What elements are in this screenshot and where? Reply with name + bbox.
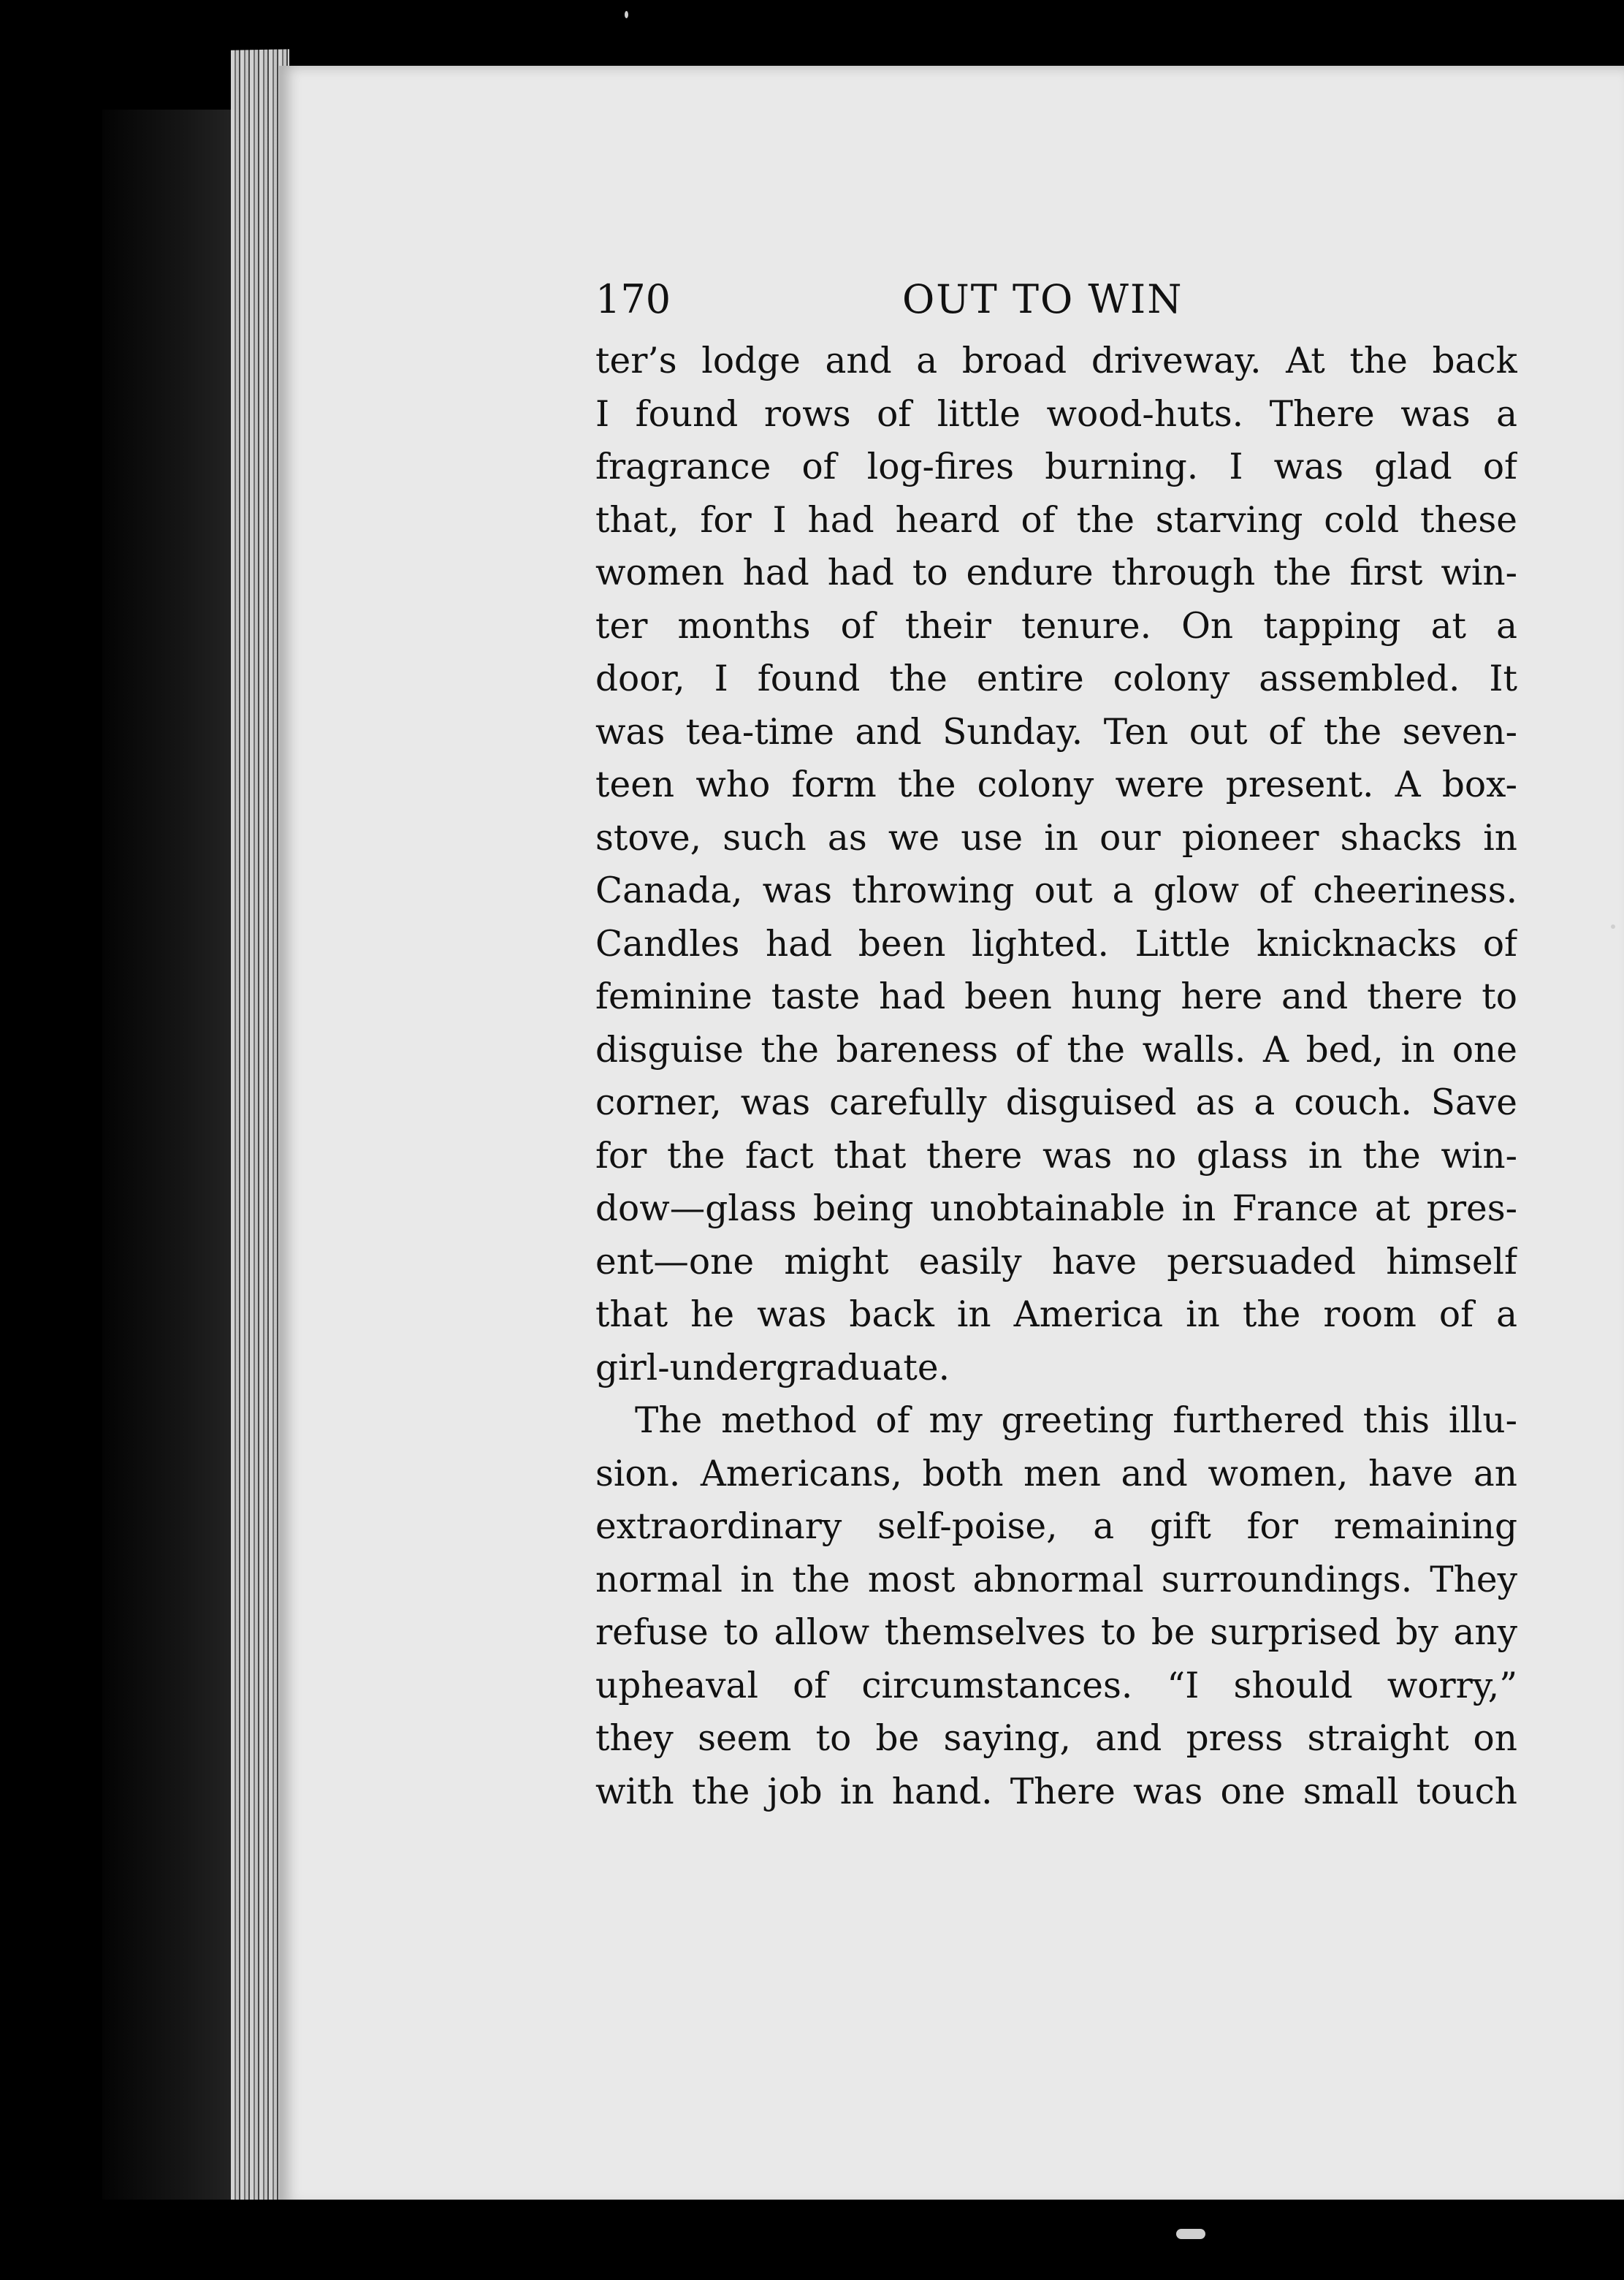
text-line: that he was back in America in the room of a xyxy=(595,1294,1517,1335)
page-header xyxy=(595,270,1517,329)
text-line: Canada, was throwing out a glow of cheeriness. xyxy=(595,870,1517,911)
text-line: feminine taste had been hung here and there to xyxy=(595,976,1517,1017)
bottom-border xyxy=(0,2200,1624,2280)
text-line: disguise the bareness of the walls. A bed, in one xyxy=(595,1029,1517,1071)
dust-speck xyxy=(625,11,628,18)
text-line: door, I found the entire colony assembled. It xyxy=(595,658,1517,699)
text-line: stove, such as we use in our pioneer shacks in xyxy=(595,817,1517,859)
text-line: extraordinary self-poise, a gift for remaining xyxy=(595,1506,1517,1547)
dust-speck xyxy=(1176,2229,1205,2239)
text-line: normal in the most abnormal surroundings. They xyxy=(595,1559,1517,1600)
page-number: 170 xyxy=(595,276,671,322)
book-spine-shadow xyxy=(102,110,234,2229)
text-line: they seem to be saying, and press straight on xyxy=(595,1718,1517,1759)
body-text xyxy=(595,335,1517,1818)
dust-speck xyxy=(1611,924,1615,929)
text-line: Candles had been lighted. Little knicknacks of xyxy=(595,923,1517,965)
text-line: upheaval of circumstances. “I should worry,” xyxy=(595,1665,1517,1706)
text-line: ter months of their tenure. On tapping at a xyxy=(595,605,1517,647)
text-line: sion. Americans, both men and women, have an xyxy=(595,1453,1517,1494)
text-line: The method of my greeting furthered this illu- xyxy=(635,1400,1517,1441)
text-line: that, for I had heard of the starving cold these xyxy=(595,499,1517,541)
text-line: ter’s lodge and a broad driveway. At the back xyxy=(595,341,1517,381)
text-line: with the job in hand. There was one small touch xyxy=(595,1771,1517,1812)
text-line: I found rows of little wood-huts. There was a xyxy=(595,393,1517,435)
text-line: girl-undergraduate. xyxy=(595,1347,950,1388)
text-block xyxy=(595,270,1517,1818)
text-line: ent—one might easily have persuaded himself xyxy=(595,1241,1517,1282)
text-line: fragrance of log-fires burning. I was glad of xyxy=(595,446,1517,487)
text-line: was tea-time and Sunday. Ten out of the seven- xyxy=(595,711,1517,753)
text-line: dow—glass being unobtainable in France at pres- xyxy=(595,1188,1517,1229)
running-head: OUT TO WIN xyxy=(902,276,1183,322)
text-line: corner, was carefully disguised as a couch. Save xyxy=(595,1082,1517,1123)
text-line: refuse to allow themselves to be surprised by any xyxy=(595,1612,1517,1653)
text-line: teen who form the colony were present. A box- xyxy=(595,764,1517,805)
text-line: for the fact that there was no glass in the win- xyxy=(595,1135,1517,1177)
text-line: women had had to endure through the first win- xyxy=(595,552,1517,593)
